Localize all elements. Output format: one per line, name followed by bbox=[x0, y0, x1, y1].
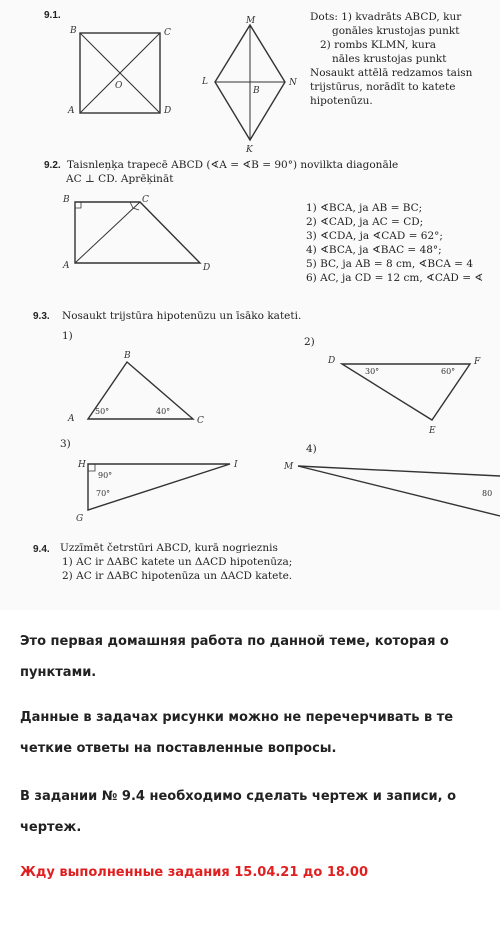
task-9-3-number: 9.3. bbox=[33, 311, 50, 322]
task-9-2-item: 6) AC, ja CD = 12 cm, ∢CAD = ∢ bbox=[306, 272, 484, 284]
square-label-c: C bbox=[164, 28, 171, 38]
instruction-p3-line2: чертеж. bbox=[20, 820, 82, 835]
square-label-a: A bbox=[68, 106, 75, 116]
task-9-3-sub3: 3) bbox=[60, 438, 71, 450]
task-9-2-item: 4) ∢BCA, ja ∢BAC = 48°; bbox=[306, 244, 442, 256]
svg-text:F: F bbox=[474, 357, 481, 367]
svg-text:G: G bbox=[76, 514, 84, 524]
svg-text:60°: 60° bbox=[441, 367, 456, 376]
rhombus-label-n: N bbox=[289, 78, 297, 88]
svg-text:90°: 90° bbox=[98, 471, 113, 480]
instruction-p3-line1: В задании № 9.4 необходимо сделать чертеж и записи, о bbox=[20, 789, 457, 804]
task-9-2-item: 2) ∢CAD, ja AC = CD; bbox=[306, 216, 424, 228]
svg-text:E: E bbox=[429, 426, 436, 436]
task-9-1-text: Dots: 1) kvadrāts ABCD, kur gonāles krustojas punkt 2) rombs KLMN, kura nāles krustojas punkt Nosaukt attēlā redzamos taisn trijstūrus, norādīt to katete hipotenūzu. bbox=[310, 11, 473, 107]
square-label-b: B bbox=[70, 26, 77, 36]
task-9-2-item: 1) ∢BCA, ja AB = BC; bbox=[306, 202, 423, 214]
square-label-o: O bbox=[115, 81, 123, 91]
svg-text:C: C bbox=[197, 416, 204, 426]
svg-text:A: A bbox=[68, 414, 75, 424]
task-9-3-sub2: 2) bbox=[304, 336, 315, 348]
task-9-3-sub1: 1) bbox=[62, 330, 73, 342]
square-abcd bbox=[67, 26, 171, 116]
svg-text:I: I bbox=[234, 460, 238, 470]
svg-text:H: H bbox=[78, 460, 86, 470]
task-9-3-sub4: 4) bbox=[306, 443, 317, 455]
instruction-p2-line2: четкие ответы на поставленные вопросы. bbox=[20, 741, 337, 756]
svg-text:M: M bbox=[284, 462, 294, 472]
triangle-def bbox=[327, 356, 481, 436]
trap-label-c: C bbox=[142, 195, 149, 205]
svg-text:70°: 70° bbox=[96, 489, 111, 498]
svg-text:40°: 40° bbox=[156, 407, 171, 416]
triangle-m-partial bbox=[283, 462, 500, 516]
task-9-1-figures bbox=[60, 15, 310, 155]
trap-label-d: D bbox=[203, 263, 211, 273]
svg-text:50°: 50° bbox=[95, 407, 110, 416]
svg-text:D: D bbox=[328, 356, 336, 366]
instruction-p2-line1: Данные в задачах рисунки можно не перечерчивать в те bbox=[20, 710, 454, 725]
trap-label-b: B bbox=[63, 195, 70, 205]
square-label-d: D bbox=[164, 106, 172, 116]
rhombus-klmn bbox=[201, 16, 298, 155]
trapezoid-abcd bbox=[60, 190, 220, 280]
triangle-ghi bbox=[76, 460, 238, 524]
deadline-text: Жду выполненные задания 15.04.21 до 18.00 bbox=[20, 865, 369, 880]
task-9-3-title: Nosaukt trijstūra hipotenūzu un īsāko kateti. bbox=[62, 310, 302, 322]
rhombus-label-m: M bbox=[246, 16, 256, 26]
instruction-p1-line2: пунктами. bbox=[20, 665, 97, 680]
instruction-p1-line1: Это первая домашняя работа по данной теме, которая о bbox=[20, 634, 449, 649]
task-9-2-items bbox=[306, 201, 483, 285]
task-9-2-line1: Taisnleņķa trapecē ABCD (∢A = ∢B = 90°) novilkta diagonāle bbox=[67, 159, 399, 171]
rhombus-label-l: L bbox=[202, 77, 208, 87]
rhombus-label-k: K bbox=[246, 145, 253, 155]
trap-label-a: A bbox=[63, 261, 70, 271]
svg-text:30°: 30° bbox=[365, 367, 380, 376]
task-9-3-figures bbox=[0, 330, 500, 530]
svg-text:80: 80 bbox=[482, 489, 493, 498]
svg-text:B: B bbox=[124, 351, 131, 361]
task-9-1-number: 9.1. bbox=[44, 10, 61, 21]
triangle-abc bbox=[67, 351, 204, 426]
task-9-2-item: 5) BC, ja AB = 8 cm, ∢BCA = 4 bbox=[306, 258, 473, 270]
task-9-4-text: Uzzīmēt četrstūri ABCD, kurā nogrieznis 1) AC ir ΔABC katete un ΔACD hipotenūza; 2) AC ir ΔABC hipotenūza un ΔACD katete. bbox=[60, 542, 293, 582]
task-9-2-item: 3) ∢CDA, ja ∢CAD = 62°; bbox=[306, 230, 443, 242]
task-9-2-number: 9.2. bbox=[44, 160, 61, 171]
rhombus-label-b: B bbox=[253, 86, 260, 96]
task-9-2-line2: AC ⊥ CD. Aprēķināt bbox=[66, 173, 174, 185]
task-9-4-number: 9.4. bbox=[33, 544, 50, 555]
